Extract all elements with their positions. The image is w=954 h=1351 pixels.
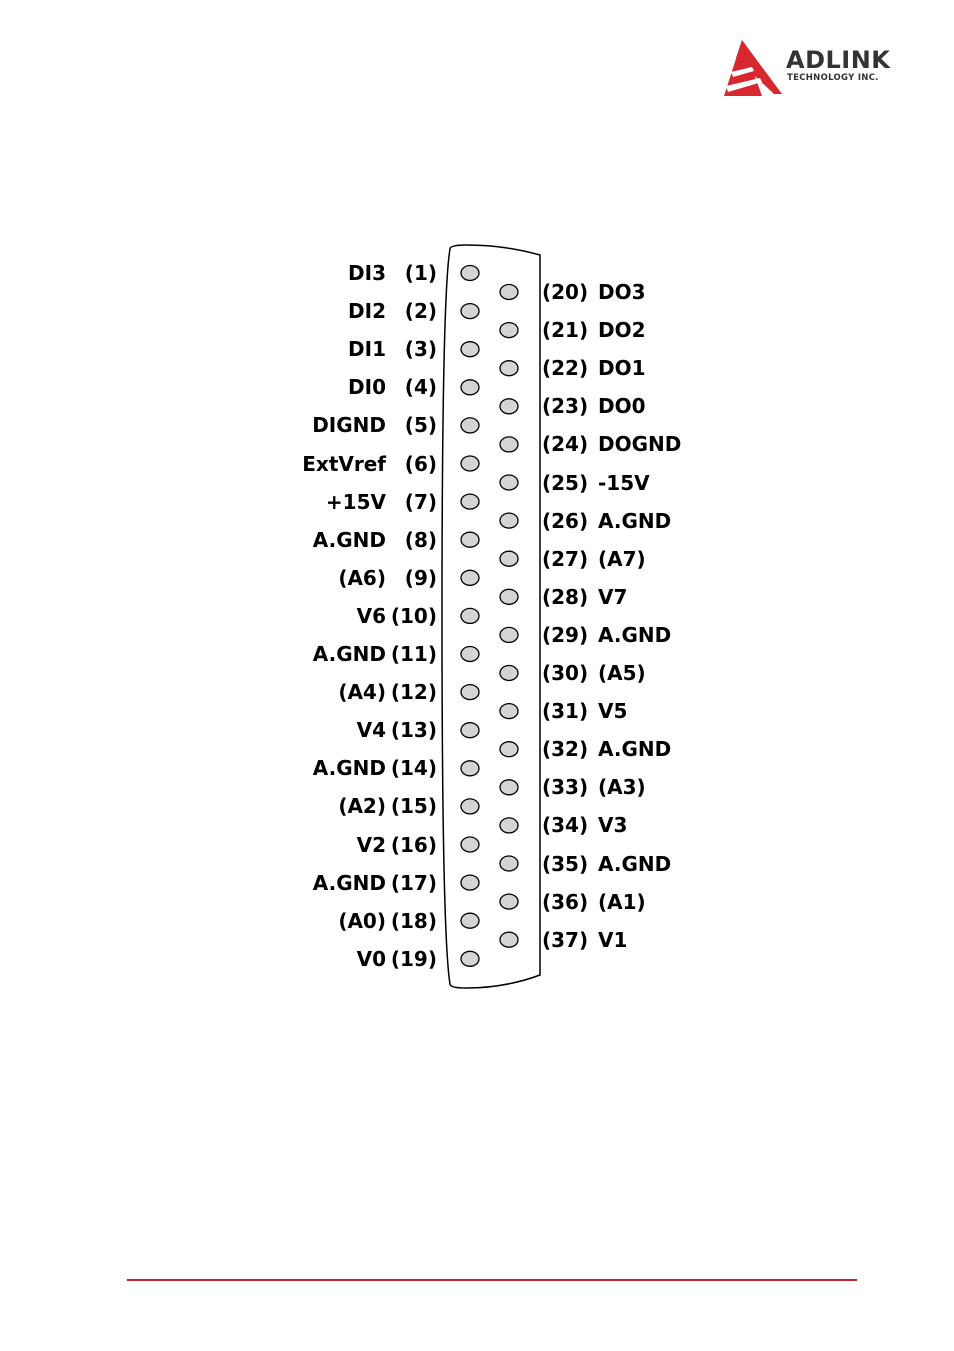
right-pin-number: (28) xyxy=(542,584,589,609)
right-pin-label: A.GND xyxy=(598,508,672,533)
pin-left-10 xyxy=(461,647,479,662)
adlink-logo xyxy=(722,38,912,98)
right-pin-label: (A1) xyxy=(598,889,646,914)
left-pin-number: (17) xyxy=(390,870,437,895)
pin-right-14 xyxy=(500,818,518,833)
pin-right-2 xyxy=(500,361,518,376)
left-pin-number: (1) xyxy=(404,261,437,285)
pin-left-6 xyxy=(461,494,479,509)
pin-left-12 xyxy=(461,723,479,738)
left-pin-label: (A0) xyxy=(338,908,386,933)
left-pin-number: (2) xyxy=(404,299,437,324)
left-pin-label: V6 xyxy=(356,603,386,628)
left-pin-number: (12) xyxy=(390,680,437,705)
pin-right-4 xyxy=(500,437,518,452)
right-pin-label: A.GND xyxy=(598,622,672,647)
left-pin-number: (3) xyxy=(404,337,437,362)
pin-left-16 xyxy=(461,875,479,890)
right-pin-label: (A5) xyxy=(598,661,646,685)
left-pin-number: (6) xyxy=(404,451,437,476)
right-pin-number: (30) xyxy=(542,661,589,685)
right-pin-label: A.GND xyxy=(598,737,672,762)
left-pin-number: (4) xyxy=(404,375,437,400)
pin-right-13 xyxy=(500,780,518,795)
pin-left-18 xyxy=(461,951,479,966)
pin-left-14 xyxy=(461,799,479,814)
right-pin-label: DO0 xyxy=(598,394,646,419)
right-pin-label: V5 xyxy=(598,699,628,724)
left-pin-number: (14) xyxy=(390,756,437,781)
pin-right-9 xyxy=(500,627,518,642)
left-pin-label: DI1 xyxy=(348,337,386,362)
right-pin-number: (32) xyxy=(542,737,589,762)
left-pin-number: (5) xyxy=(404,413,437,438)
left-pin-label: (A2) xyxy=(338,794,386,819)
right-pin-label: DO2 xyxy=(598,318,646,343)
pin-left-13 xyxy=(461,761,479,776)
right-pin-number: (37) xyxy=(542,927,589,952)
left-pin-number: (9) xyxy=(404,565,437,590)
right-pin-label: V1 xyxy=(598,927,628,952)
left-pin-label: DIGND xyxy=(312,413,386,438)
pin-right-0 xyxy=(500,285,518,300)
left-pin-label: DI2 xyxy=(348,299,386,324)
right-pin-number: (29) xyxy=(542,622,589,647)
left-pin-label: V0 xyxy=(356,946,386,971)
right-pin-label: (A7) xyxy=(598,546,646,571)
right-pin-number: (23) xyxy=(542,394,589,419)
pin-left-5 xyxy=(461,456,479,471)
right-pin-number: (24) xyxy=(542,432,589,457)
left-pin-label: DI0 xyxy=(348,375,386,400)
connector-outline xyxy=(442,245,540,988)
right-pin-number: (31) xyxy=(542,699,589,724)
left-pin-label: A.GND xyxy=(312,870,386,895)
pin-left-4 xyxy=(461,418,479,433)
left-pin-number: (10) xyxy=(390,603,437,628)
right-pin-number: (33) xyxy=(542,775,589,800)
left-pin-number: (8) xyxy=(404,527,437,552)
pin-right-12 xyxy=(500,742,518,757)
pin-left-9 xyxy=(461,608,479,623)
right-pin-label: A.GND xyxy=(598,851,672,876)
pin-left-11 xyxy=(461,685,479,700)
left-pin-label: V4 xyxy=(356,718,386,743)
left-pin-label: DI3 xyxy=(348,261,386,285)
right-pin-number: (26) xyxy=(542,508,589,533)
pin-right-7 xyxy=(500,551,518,566)
pin-right-5 xyxy=(500,475,518,490)
right-pin-label: V7 xyxy=(598,584,628,609)
right-pin-label: DO3 xyxy=(598,280,646,304)
left-pin-label: V2 xyxy=(356,832,386,857)
right-pin-number: (34) xyxy=(542,813,589,838)
pin-left-3 xyxy=(461,380,479,395)
pin-left-17 xyxy=(461,913,479,928)
left-pin-label: ExtVref xyxy=(302,451,386,476)
right-pin-number: (25) xyxy=(542,470,589,495)
left-pin-label: (A6) xyxy=(338,565,386,590)
right-pin-number: (27) xyxy=(542,546,589,571)
left-pin-number: (18) xyxy=(390,908,437,933)
adlink-triangle-icon xyxy=(722,38,786,98)
pin-left-15 xyxy=(461,837,479,852)
pin-right-15 xyxy=(500,856,518,871)
pin-right-16 xyxy=(500,894,518,909)
left-pin-number: (15) xyxy=(390,794,437,819)
left-pin-number: (19) xyxy=(390,946,437,971)
pin-right-17 xyxy=(500,932,518,947)
right-pin-label: (A3) xyxy=(598,775,646,800)
pin-left-0 xyxy=(461,266,479,281)
pin-left-1 xyxy=(461,304,479,319)
left-pin-label: A.GND xyxy=(312,642,386,666)
connector-pinout-diagram xyxy=(290,235,710,1005)
pin-left-7 xyxy=(461,532,479,547)
left-pin-label: +15V xyxy=(325,489,386,514)
pin-right-1 xyxy=(500,323,518,338)
pin-left-8 xyxy=(461,570,479,585)
right-pin-number: (35) xyxy=(542,851,589,876)
pin-right-8 xyxy=(500,589,518,604)
left-pin-label: A.GND xyxy=(312,756,386,781)
left-pin-number: (16) xyxy=(390,832,437,857)
right-pin-number: (21) xyxy=(542,318,589,343)
right-pin-number: (22) xyxy=(542,356,589,381)
right-pin-label: DOGND xyxy=(598,432,682,457)
pin-left-2 xyxy=(461,342,479,357)
left-pin-number: (13) xyxy=(390,718,437,743)
logo-brand: ADLINK xyxy=(786,46,891,74)
left-pin-label: (A4) xyxy=(338,680,386,705)
footer-rule xyxy=(127,1279,857,1281)
left-pin-number: (7) xyxy=(404,489,437,514)
right-pin-label: -15V xyxy=(598,470,650,495)
left-pin-number: (11) xyxy=(390,642,437,666)
pin-right-11 xyxy=(500,704,518,719)
right-pin-number: (20) xyxy=(542,280,589,304)
left-pin-label: A.GND xyxy=(312,527,386,552)
right-pin-label: V3 xyxy=(598,813,628,838)
pin-right-6 xyxy=(500,513,518,528)
pin-right-10 xyxy=(500,666,518,681)
logo-tagline: TECHNOLOGY INC. xyxy=(787,73,879,83)
pin-right-3 xyxy=(500,399,518,414)
right-pin-number: (36) xyxy=(542,889,589,914)
right-pin-label: DO1 xyxy=(598,356,646,381)
